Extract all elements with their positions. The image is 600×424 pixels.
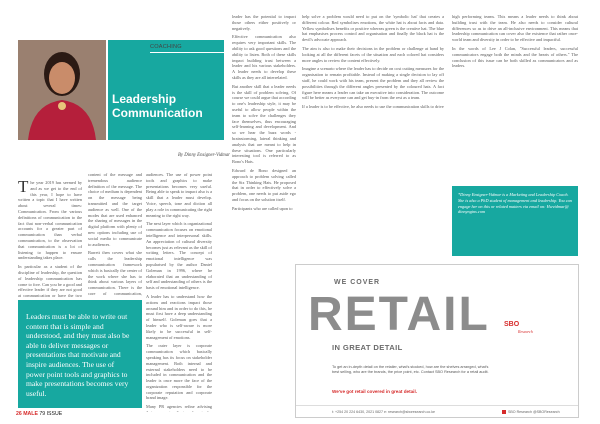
author-photo: [18, 40, 106, 140]
paragraph: The next layer which is organizational communication focuses on emotional intelligence and interpersonal skills. An appreciation of cultural diversity becomes just as relevant as the skill of writing letters. The concept of emotional intelligence was popularised by the author Daniel Goleman in 1996, where he elaborated that an understanding of self and understanding of others is the basis of emotional intelligence.: [146, 221, 212, 291]
section-rule: [150, 52, 224, 53]
issue-label: 79 ISSUE: [39, 411, 63, 417]
ad-contact: t: +254 20 224 6430, 2021 0827 e: research@sboresearch.co.ke: [332, 410, 436, 414]
column-6: [452, 14, 578, 182]
magazine-name: MALE: [23, 411, 38, 417]
paragraph: Participants who are called upon to: [232, 205, 293, 211]
paragraph: leader has the potential to impact those others either positively or negatively.: [232, 14, 296, 31]
sbo-brand: SBO: [504, 321, 520, 328]
drop-cap: T: [18, 180, 29, 196]
paragraph: In the words of Lee J Colan, "Successful leaders, successful communicators engage both the minds and the hearts of others." The conclusion of this issue can be both skilled as communicators and as leaders.: [452, 45, 578, 69]
paragraph: Edward de Bono designed an approach to problem solving called the Six Thinking Hats. He proposed that in order to effectively solve a problem, one needs to put aside ego and focus on the solution itself.: [232, 167, 296, 202]
ad-cta: We've got retail covered in great detail.: [332, 389, 417, 394]
column-4: [232, 14, 296, 250]
paragraph: The aim is also to make their decisions in the problem or challenge at hand by looking at all the different facets of the situation and each colored hat considers more angles to review the content effectively.: [302, 45, 444, 63]
paragraph: Many PR agencies refine advising: [146, 404, 212, 410]
pull-quote: Leaders must be able to write out content that is simple and understood, and they must also be able to deliver messages or presentations that motivate and inspire audiences. The use of power point tools and graphics to make presentations becomes very useful.: [18, 300, 142, 408]
sbo-advert[interactable]: [295, 264, 579, 418]
social-icon: [502, 410, 506, 414]
title-line-1: Leadership: [112, 92, 177, 106]
author-bio: *Dinny Ensigner-Vidmar is a Marketing and Leadership Coach. She is also a PhD student of management and leadership. You can engage her on this or related matters via email on: Hwvidmar@ dinnyngins.com: [452, 186, 578, 256]
paragraph: Imagine a scenario where the leader has to decide on cost cutting measures for the organisation to remain profitable. Instead of making a single decision to lay off staff, he could work with his team, present the problem and they all review the possibilities through the different angles presented by the coloured hats. A fact figure here means a leader can take an executive into consideration. The outcome will be better as everyone can and get buy-in from the rest as a team.: [302, 66, 444, 101]
paragraph: The year 2019 has seemed by and as we get to the end of this year, I hope to have written a topic that I have written about several times: Communication. From the various definitions of communication to the fact that non-verbal communication accounts for a greater part of communication than verbal communication, to the observation that communication is a lot of listening to happen to ensure understanding takes place.: [18, 180, 82, 261]
column-5: [302, 14, 444, 250]
paragraph: Effective communication also requires very important skills. The ability to ask good questions and the ability to listen. Both of these skills impact building trust between a leader and his various stakeholders. A leader needs to develop these skills as they are all interrelated.: [232, 34, 296, 80]
paragraph: help solve a problem would need to put on the 'symbolic hat' that creates a different colour. Red symbolises emotions, the white hat is about facts and data. Yellow symbolises benefits or positive whereas green is the creative hat. The blue hat emphasises process control and organisation and finally the black hat is the devil's advocate approach.: [302, 14, 444, 43]
paragraph: audiences. The use of power point tools and graphics to make presentations becomes very useful. Being able to speak to impact also is a skill that a leader must develop. Voice, speech, tone and diction all play a role in communicating the right meaning to the right way.: [146, 172, 212, 218]
byline: By Dinny Ensigner-Vidmar: [178, 153, 231, 158]
ad-subhead: IN GREAT DETAIL: [332, 343, 403, 352]
section-label: COACHING: [150, 44, 182, 50]
ad-headline: WE COVER: [334, 279, 381, 286]
paragraph: If a leader is to be effective, he also needs to use the communication skills to drive: [302, 104, 444, 110]
title-panel: [108, 40, 224, 140]
paragraph: content of the message and tremendous audience definition of the message. The choice of medium is dependent on the message being transmitted and the target audience as well. One of the modes that are used enhanced the sharing of messages in the digital platform with plenty of new options including use of social media to communicate to audiences.: [88, 172, 142, 247]
column-1: [18, 180, 82, 298]
sbo-brand-sub: Research: [518, 329, 533, 334]
ad-footer: [296, 405, 578, 418]
portrait-image: [18, 40, 106, 140]
paragraph: A leader has to understand how the actions and reactions impact those around him and in order to do this, he must first have a deep understanding of himself. Goleman goes that a leader who is self-aware is more likely to be successful in self-management of emotions.: [146, 293, 212, 340]
paragraph: Barrett then covers what she calls the leadership communication framework which is basically the center of the work where she has to think about various layers of communication. There is the core of communication,: [88, 250, 142, 296]
article-title: [112, 92, 203, 120]
column-2: [88, 172, 142, 298]
ad-social[interactable]: SBO Research @SBOResearch: [502, 410, 560, 414]
paragraph: But another skill that a leader needs is the skill of problem solving. Of course we could argue that according to one's leadership style, it may be useful to allow people within the team to solve the challenges they face themselves, thus encouraging self-learning and development. And so we hear the buzz words - brainstorming, lateral thinking and analysis that are meant to help in these situations. One particularly interesting tool is referred to as Bono's Hats.: [232, 83, 296, 165]
paragraph: In particular as a student of the discipline of leadership, the question of leadership communication has come to fore. Can you be a good and effective leader if they are not good at communication or have the two: [18, 264, 82, 298]
title-line-2: Communication: [112, 106, 203, 120]
paragraph: high performing teams. This means a leader needs to think about building trust with the team. He also needs to consider cultural differences so as to drive an all-inclusive environment. This means that leadership communication can cover also the existence that rather once-world team and diversity in order to be effective and impactful.: [452, 14, 578, 43]
column-3: [146, 172, 212, 412]
ad-big-word: RETAIL: [308, 288, 490, 341]
page-number: 26: [16, 411, 22, 417]
paragraph: The outer layer is corporate communication which basically speaking has its focus on stakeholder management. Both internal and external stakeholders need to be included in communication and the leader is once more the face of the organization responsible for the corporate reputation and corporate brand image.: [146, 343, 212, 401]
ad-body: To get an in-depth detail on the retailer, what's stocked, how are the shelves arranged, what's best selling, who are the brands, the price point, etc. Contact SBO Research for a retail audit.: [332, 365, 489, 374]
page-footer: [16, 411, 62, 417]
